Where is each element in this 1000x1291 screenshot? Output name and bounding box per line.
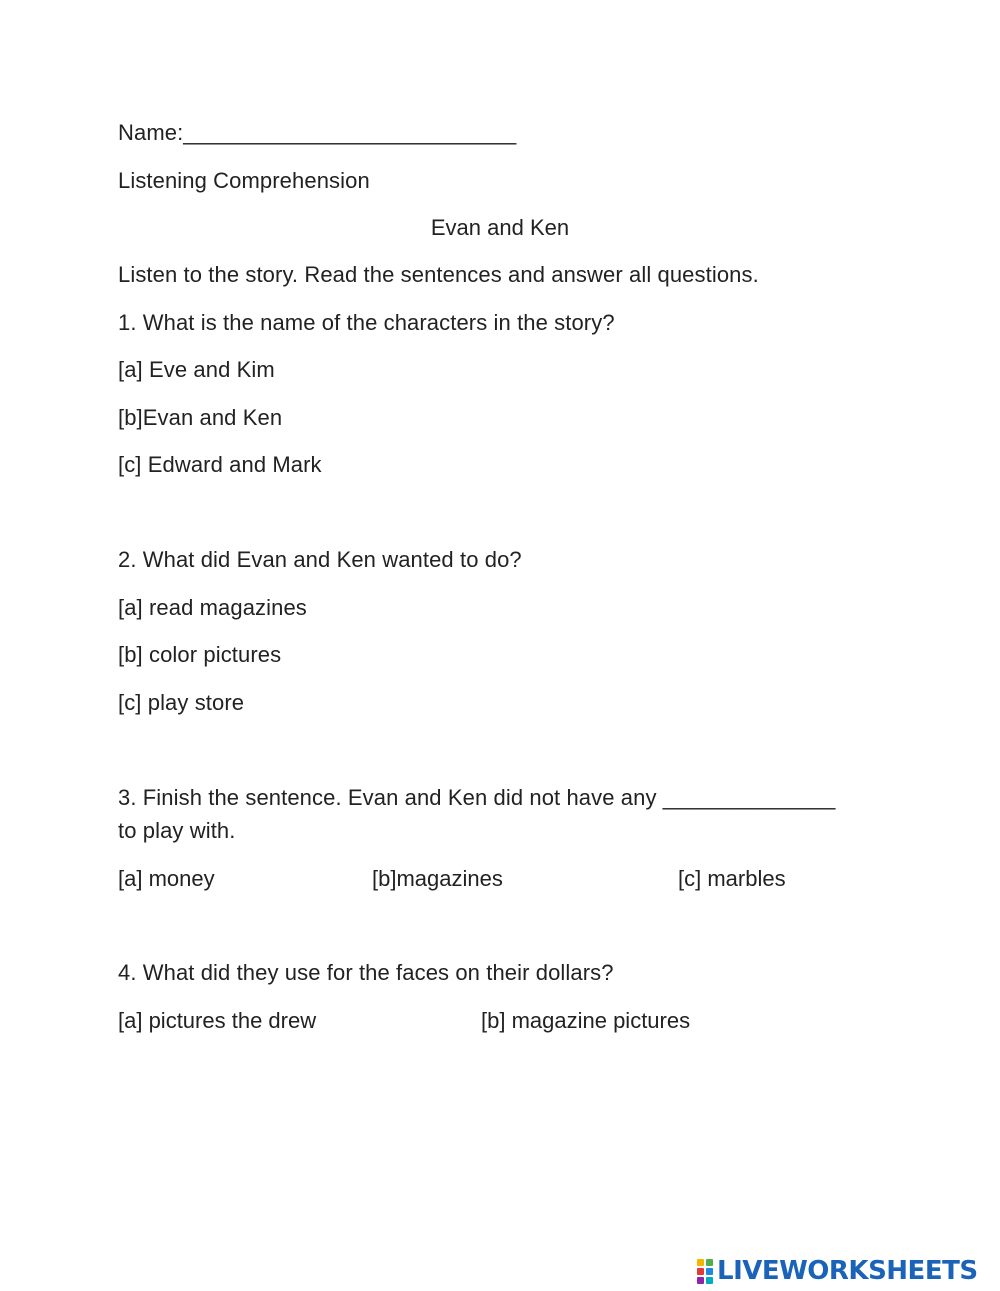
- question-3-option-a[interactable]: [a] money: [118, 866, 215, 891]
- question-2: 2. What did Evan and Ken wanted to do?: [118, 547, 522, 572]
- question-2-option-c[interactable]: [c] play store: [118, 690, 245, 715]
- question-2-option-b[interactable]: [b] color pictures: [118, 642, 282, 667]
- question-4-option-a[interactable]: [a] pictures the drew: [118, 1008, 317, 1033]
- subject-heading: Listening Comprehension: [118, 168, 370, 193]
- instructions: Listen to the story. Read the sentences and answer all questions.: [118, 262, 759, 287]
- question-1-option-a[interactable]: [a] Eve and Kim: [118, 357, 275, 382]
- question-3-line-2: to play with.: [118, 818, 236, 843]
- story-title: Evan and Ken: [430, 215, 570, 240]
- question-3-option-b[interactable]: [b]magazines: [372, 866, 503, 891]
- question-1-option-b[interactable]: [b]Evan and Ken: [118, 405, 283, 430]
- question-2-option-a[interactable]: [a] read magazines: [118, 595, 307, 620]
- liveworksheets-logo: [697, 1254, 978, 1288]
- name-field-label: Name:___________________________: [118, 120, 517, 145]
- question-1: 1. What is the name of the characters in the story?: [118, 310, 615, 335]
- question-3-line-1: 3. Finish the sentence. Evan and Ken did not have any ______________: [118, 785, 836, 810]
- question-4: 4. What did they use for the faces on their dollars?: [118, 960, 614, 985]
- question-4-option-b[interactable]: [b] magazine pictures: [481, 1008, 691, 1033]
- logo-blocks-icon: [697, 1259, 713, 1284]
- question-1-option-c[interactable]: [c] Edward and Mark: [118, 452, 322, 477]
- logo-text: LIVEWORKSHEETS: [717, 1256, 978, 1286]
- question-3-option-c[interactable]: [c] marbles: [678, 866, 786, 891]
